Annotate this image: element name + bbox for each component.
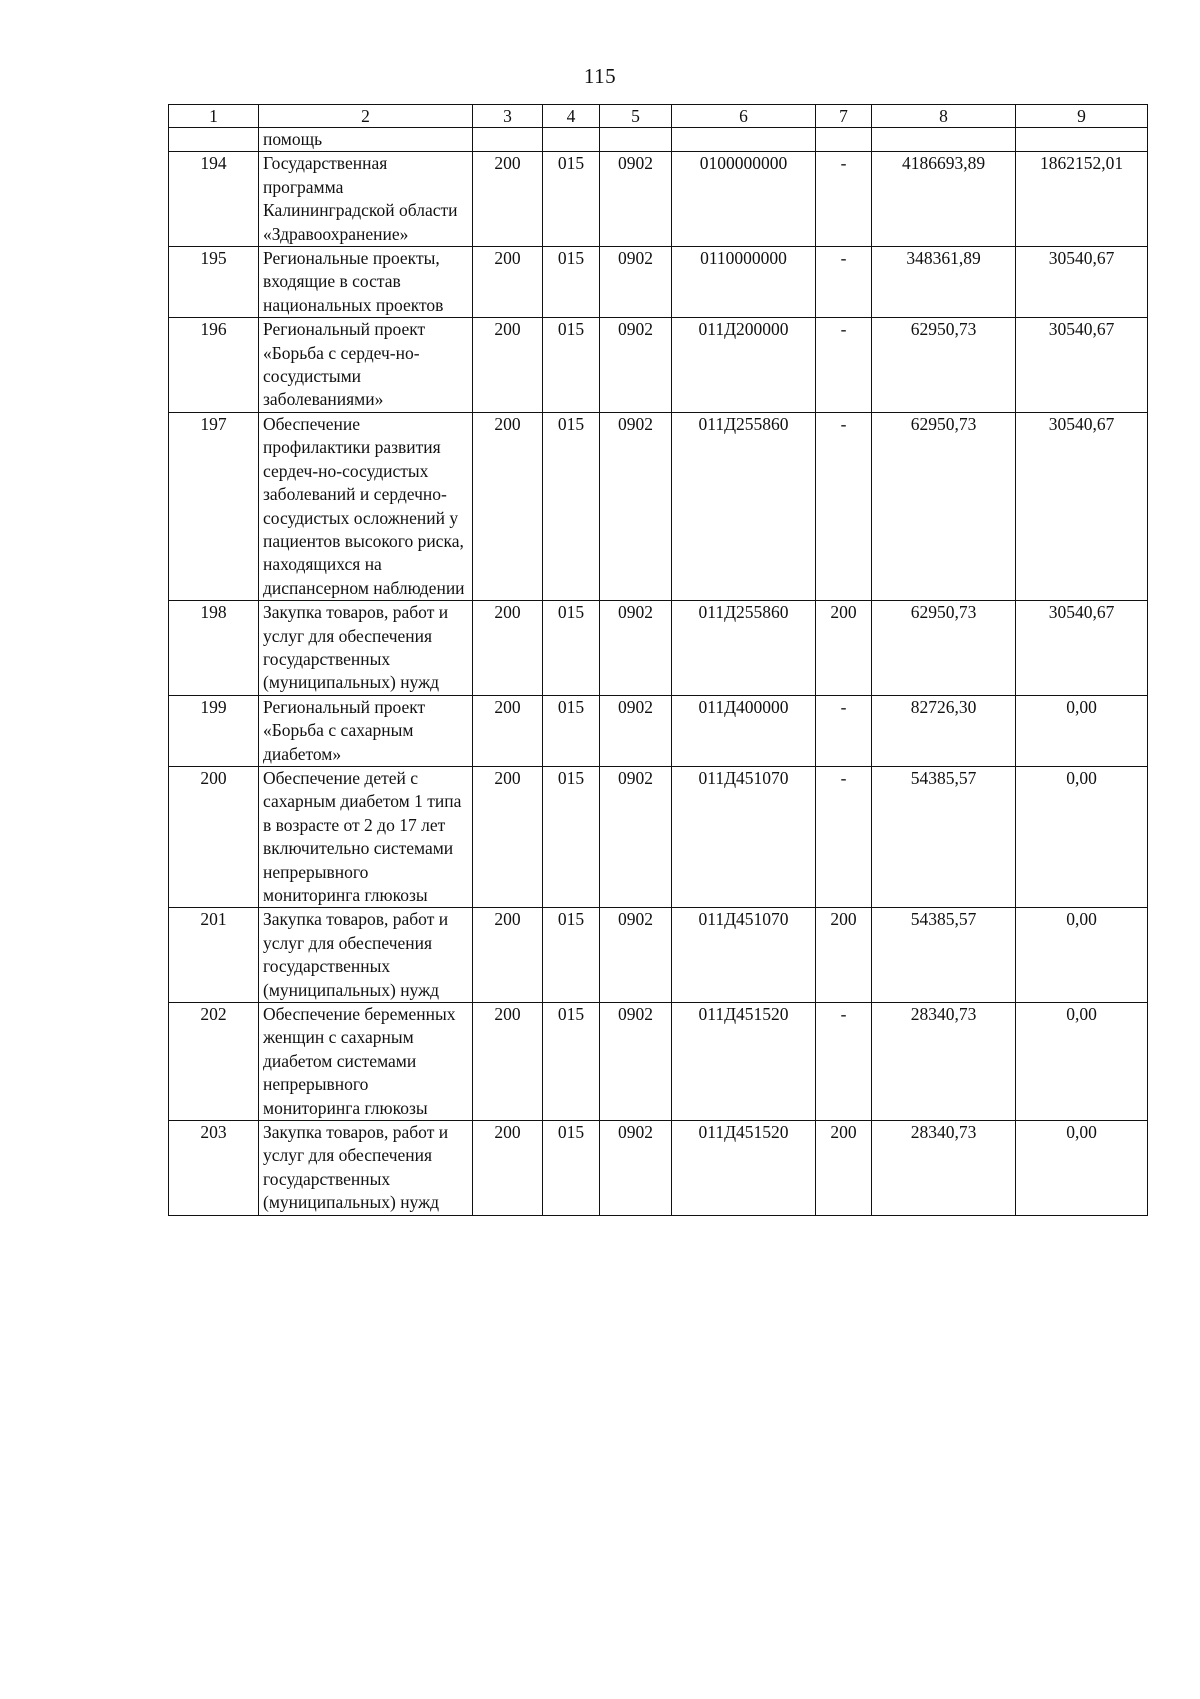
cell-col4: 015 [543,1003,600,1121]
row-number: 203 [169,1121,259,1216]
row-number: 201 [169,908,259,1003]
cell-col7: - [816,318,872,413]
cell-col9: 30540,67 [1016,412,1148,600]
cell-col9: 0,00 [1016,1003,1148,1121]
row-name: Государственная программа Калининградской области «Здравоохранение» [259,152,473,247]
table-row [169,152,1148,247]
row-name: Обеспечение детей с сахарным диабетом 1 типа в возрасте от 2 до 17 лет включительно системами непрерывного мониторинга глюкозы [259,766,473,907]
cell-col4: 015 [543,152,600,247]
table-row-continuation [169,128,1148,152]
cell-col3: 200 [473,695,543,766]
cell-col9: 0,00 [1016,695,1148,766]
cell-col6: 011Д200000 [672,318,816,413]
row-number: 196 [169,318,259,413]
cell-col6: 011Д451070 [672,908,816,1003]
row-name: Закупка товаров, работ и услуг для обеспечения государственных (муниципальных) нужд [259,908,473,1003]
column-header: 8 [872,105,1016,128]
cell-col8: 62950,73 [872,412,1016,600]
cell-col8: 54385,57 [872,766,1016,907]
table-row [169,247,1148,318]
cell-col3: 200 [473,318,543,413]
cell-col4: 015 [543,247,600,318]
cell-col3: 200 [473,908,543,1003]
row-number: 195 [169,247,259,318]
row-name: помощь [259,128,473,152]
row-number: 194 [169,152,259,247]
cell-col5 [600,128,672,152]
cell-col8: 348361,89 [872,247,1016,318]
cell-col8: 28340,73 [872,1121,1016,1216]
cell-col4: 015 [543,695,600,766]
row-name: Региональный проект «Борьба с сердеч-но-сосудистыми заболеваниями» [259,318,473,413]
cell-col3: 200 [473,152,543,247]
cell-col6: 0100000000 [672,152,816,247]
column-header: 1 [169,105,259,128]
cell-col7: - [816,766,872,907]
cell-col4: 015 [543,766,600,907]
column-header: 5 [600,105,672,128]
cell-col6: 011Д255860 [672,601,816,696]
cell-col5: 0902 [600,695,672,766]
row-number: 200 [169,766,259,907]
row-name: Закупка товаров, работ и услуг для обеспечения государственных (муниципальных) нужд [259,1121,473,1216]
budget-table [168,104,1148,1216]
cell-col5: 0902 [600,601,672,696]
cell-col7: - [816,695,872,766]
cell-col7: 200 [816,601,872,696]
row-name: Закупка товаров, работ и услуг для обеспечения государственных (муниципальных) нужд [259,601,473,696]
column-header: 4 [543,105,600,128]
cell-col4: 015 [543,318,600,413]
row-name: Региональные проекты, входящие в состав национальных проектов [259,247,473,318]
row-number: 199 [169,695,259,766]
cell-col6: 011Д451070 [672,766,816,907]
cell-col5: 0902 [600,1121,672,1216]
cell-col9: 0,00 [1016,1121,1148,1216]
cell-col5: 0902 [600,247,672,318]
table-row [169,908,1148,1003]
row-number: 197 [169,412,259,600]
table-row [169,601,1148,696]
cell-col3: 200 [473,601,543,696]
column-header: 6 [672,105,816,128]
cell-col4: 015 [543,1121,600,1216]
cell-col3: 200 [473,1121,543,1216]
cell-col8 [872,128,1016,152]
cell-col8: 4186693,89 [872,152,1016,247]
cell-col3: 200 [473,247,543,318]
cell-col4: 015 [543,412,600,600]
cell-col9 [1016,128,1148,152]
cell-col9: 0,00 [1016,766,1148,907]
column-header: 9 [1016,105,1148,128]
cell-col6: 011Д451520 [672,1003,816,1121]
column-header: 7 [816,105,872,128]
column-header: 2 [259,105,473,128]
table-row [169,766,1148,907]
cell-col9: 0,00 [1016,908,1148,1003]
table-row [169,412,1148,600]
cell-col3: 200 [473,1003,543,1121]
table-row [169,318,1148,413]
cell-col8: 82726,30 [872,695,1016,766]
cell-col8: 54385,57 [872,908,1016,1003]
cell-col5: 0902 [600,1003,672,1121]
cell-col4: 015 [543,601,600,696]
cell-col6: 011Д255860 [672,412,816,600]
cell-col3: 200 [473,412,543,600]
cell-col5: 0902 [600,318,672,413]
header-row [169,105,1148,128]
cell-col8: 62950,73 [872,318,1016,413]
cell-col9: 1862152,01 [1016,152,1148,247]
row-number [169,128,259,152]
row-number: 198 [169,601,259,696]
cell-col8: 28340,73 [872,1003,1016,1121]
cell-col5: 0902 [600,152,672,247]
row-name: Обеспечение беременных женщин с сахарным диабетом системами непрерывного мониторинга глюкозы [259,1003,473,1121]
cell-col3 [473,128,543,152]
page-number: 115 [583,64,617,88]
cell-col3: 200 [473,766,543,907]
cell-col7: - [816,412,872,600]
cell-col7: - [816,1003,872,1121]
cell-col4 [543,128,600,152]
cell-col6: 0110000000 [672,247,816,318]
cell-col7: - [816,152,872,247]
cell-col5: 0902 [600,412,672,600]
row-name: Региональный проект «Борьба с сахарным диабетом» [259,695,473,766]
cell-col6: 011Д400000 [672,695,816,766]
cell-col7: 200 [816,1121,872,1216]
table-row [169,695,1148,766]
column-header: 3 [473,105,543,128]
row-name: Обеспечение профилактики развития сердеч-но-сосудистых заболеваний и сердечно-сосудистых осложнений у пациентов высокого риска, находящихся на диспансерном наблюдении [259,412,473,600]
cell-col6 [672,128,816,152]
table-row [169,1003,1148,1121]
row-number: 202 [169,1003,259,1121]
cell-col6: 011Д451520 [672,1121,816,1216]
cell-col5: 0902 [600,766,672,907]
cell-col7 [816,128,872,152]
table-row [169,1121,1148,1216]
cell-col7: - [816,247,872,318]
cell-col5: 0902 [600,908,672,1003]
cell-col9: 30540,67 [1016,247,1148,318]
cell-col8: 62950,73 [872,601,1016,696]
cell-col7: 200 [816,908,872,1003]
cell-col9: 30540,67 [1016,601,1148,696]
cell-col4: 015 [543,908,600,1003]
cell-col9: 30540,67 [1016,318,1148,413]
